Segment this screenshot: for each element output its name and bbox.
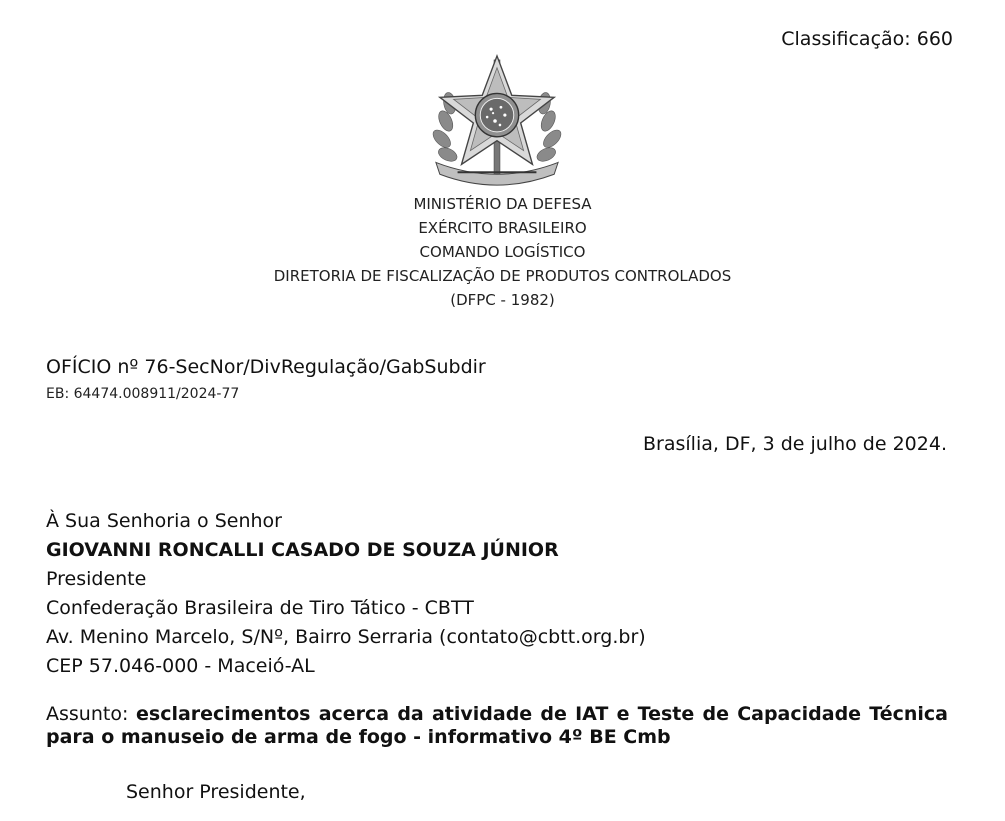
army-line: EXÉRCITO BRASILEIRO [418, 219, 587, 237]
letterhead [0, 192, 1005, 312]
classification-label: Classificação: 660 [781, 28, 953, 50]
greeting: Senhor Presidente, [126, 781, 306, 803]
date-line: Brasília, DF, 3 de julho de 2024. [643, 433, 947, 455]
recipient-name: GIOVANNI RONCALLI CASADO DE SOUZA JÚNIOR [46, 539, 559, 561]
oficio-number: OFÍCIO nº 76-SecNor/DivRegulação/GabSubdir [46, 356, 486, 378]
command-line: COMANDO LOGÍSTICO [419, 243, 586, 261]
coat-of-arms-emblem [428, 52, 566, 190]
ministry-line: MINISTÉRIO DA DEFESA [413, 195, 592, 213]
subject-block [46, 703, 948, 749]
recipient-salutation: À Sua Senhoria o Senhor [46, 510, 282, 532]
recipient-address: Av. Menino Marcelo, S/Nº, Bairro Serraria (contato@cbtt.org.br) [46, 626, 646, 648]
recipient-block [46, 507, 646, 681]
recipient-organization: Confederação Brasileira de Tiro Tático - CBTT [46, 597, 474, 619]
recipient-cep: CEP 57.046-000 - Maceió-AL [46, 655, 315, 677]
directorate-line: DIRETORIA DE FISCALIZAÇÃO DE PRODUTOS CONTROLADOS [273, 267, 732, 285]
recipient-role: Presidente [46, 568, 147, 590]
eb-number: EB: 64474.008911/2024-77 [46, 386, 240, 402]
directorate-code-line: (DFPC - 1982) [450, 291, 555, 309]
subject-text: esclarecimentos acerca da atividade de IAT e Teste de Capacidade Técnica para o manuseio de arma de fogo - informativo 4º BE Cmb [46, 703, 948, 748]
subject-label: Assunto: [46, 703, 129, 725]
